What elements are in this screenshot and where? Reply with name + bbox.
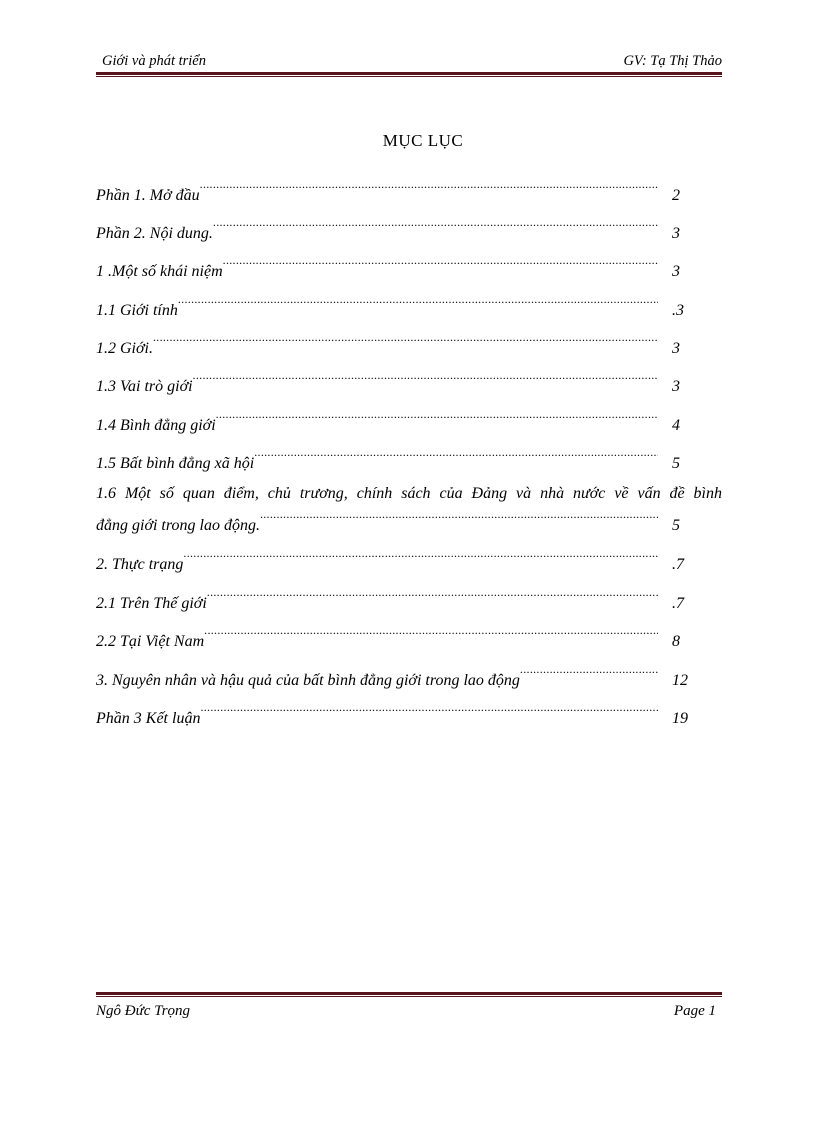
toc-entry-page: 3 [672, 378, 680, 395]
toc-entry[interactable] [96, 291, 722, 323]
header-lecturer: GV: Tạ Thị Thảo [623, 53, 722, 69]
toc-entry-label: 3. Nguyên nhân và hậu quả của bất bình đẳng giới trong lao động [96, 672, 520, 689]
toc-entry-label: 1.2 Giới. [96, 340, 153, 357]
toc-leader-dots [178, 291, 658, 315]
toc-entry[interactable] [96, 661, 722, 693]
toc-entry-label: Phần 3 Kết luận [96, 710, 201, 727]
toc-entry[interactable] [96, 482, 722, 538]
toc-entry[interactable] [96, 214, 722, 246]
toc-entry-label: 1.3 Vai trò giới [96, 378, 193, 395]
toc-entry-page: .3 [672, 302, 684, 319]
toc-leader-dots [254, 444, 658, 468]
toc-entry-page: 4 [672, 417, 680, 434]
toc-entry-page: .7 [672, 595, 684, 612]
toc-entry-page: 2 [672, 187, 680, 204]
toc-entry-label: 1 .Một số khái niệm [96, 263, 223, 280]
toc-leader-dots [183, 545, 658, 569]
toc-leader-dots [260, 506, 658, 530]
header-divider [96, 72, 722, 78]
toc-entry-label: 1.5 Bất bình đẳng xã hội [96, 455, 255, 472]
toc-entry-label: Phần 1. Mở đầu [96, 187, 200, 204]
toc-entry[interactable] [96, 252, 722, 284]
toc-leader-dots [223, 252, 658, 276]
toc-entry-page: 19 [672, 710, 688, 727]
toc-entry-label: 1.4 Bình đẳng giới [96, 417, 216, 434]
toc-entry[interactable] [96, 406, 722, 438]
toc-leader-dots [213, 214, 658, 238]
toc-entry-page: 3 [672, 225, 680, 242]
toc-leader-dots [216, 406, 658, 430]
toc-entry-label-line1: 1.6 Một số quan điểm, chủ trương, chính sách của Đảng và nhà nước về vấn đề bình [96, 485, 722, 502]
toc-entry[interactable] [96, 622, 722, 654]
toc-entry-page: 3 [672, 263, 680, 280]
toc-entry-label: 2.1 Trên Thế giới [96, 595, 207, 612]
toc-entry-label: 1.1 Giới tính [96, 302, 178, 319]
toc-leader-dots [200, 176, 658, 200]
toc-entry[interactable] [96, 176, 722, 208]
toc-entry[interactable] [96, 367, 722, 399]
toc-entry[interactable] [96, 444, 722, 476]
footer-author: Ngô Đức Trọng [96, 1003, 191, 1019]
toc-entry-page: 5 [672, 455, 680, 472]
toc-entry-page: 12 [672, 672, 688, 689]
footer-page-number: Page 1 [673, 1003, 716, 1019]
toc-entry-label: 2.2 Tại Việt Nam [96, 633, 205, 650]
toc-leader-dots [520, 661, 658, 685]
toc-entry-page: 8 [672, 633, 680, 650]
toc-entry-label: Phần 2. Nội dung. [96, 225, 213, 242]
toc-entry-page: 3 [672, 340, 680, 357]
toc-leader-dots [204, 622, 658, 646]
toc-leader-dots [153, 329, 658, 353]
toc-entry-label: 2. Thực trạng [96, 556, 184, 573]
toc-entry[interactable] [96, 584, 722, 616]
toc-leader-dots [200, 699, 658, 723]
footer-divider [96, 992, 722, 998]
toc-entry-page: .7 [672, 556, 684, 573]
toc-leader-dots [193, 367, 658, 391]
toc-entry[interactable] [96, 545, 722, 577]
toc-entry-label: đẳng giới trong lao động. [96, 517, 260, 534]
toc-entry-page: 5 [672, 517, 680, 534]
header-course-title: Giới và phát triển [102, 53, 206, 69]
toc-entry[interactable] [96, 699, 722, 731]
toc-leader-dots [207, 584, 658, 608]
toc-title: MỤC LỤC [382, 131, 464, 150]
toc-entry[interactable] [96, 329, 722, 361]
